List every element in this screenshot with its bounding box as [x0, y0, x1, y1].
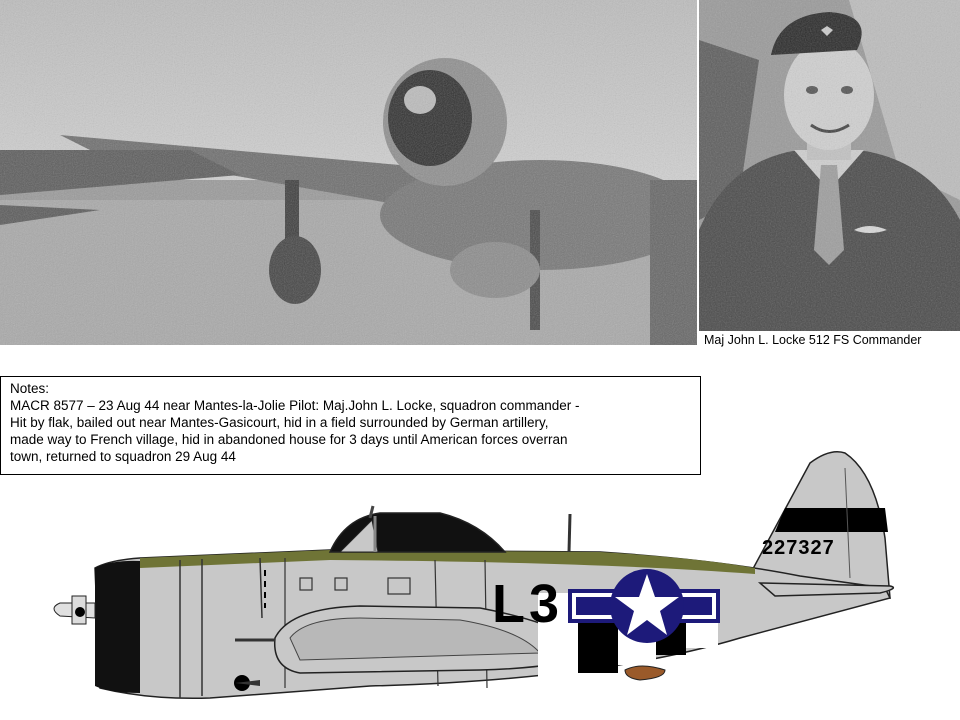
notes-line: Hit by flak, bailed out near Mantes-Gasicourt, hid in a field surrounded by German artillery, — [10, 415, 549, 430]
notes-heading: Notes: — [10, 381, 50, 396]
notes-line: MACR 8577 – 23 Aug 44 near Mantes-la-Jolie Pilot: Maj.John L. Locke, squadron commander - — [10, 398, 580, 413]
notes-line: town, returned to squadron 29 Aug 44 — [10, 449, 236, 464]
notes-line: made way to French village, hid in abandoned house for 3 days until American forces overran — [10, 432, 568, 447]
aircraft-photo — [0, 0, 697, 345]
photo-caption: Maj John L. Locke 512 FS Commander — [704, 333, 922, 347]
pilot-portrait-photo — [699, 0, 960, 331]
aircraft-profile-drawing — [40, 448, 920, 720]
tail-serial-number: 227327 — [762, 537, 835, 559]
squadron-code-letters: L3 — [492, 574, 564, 634]
